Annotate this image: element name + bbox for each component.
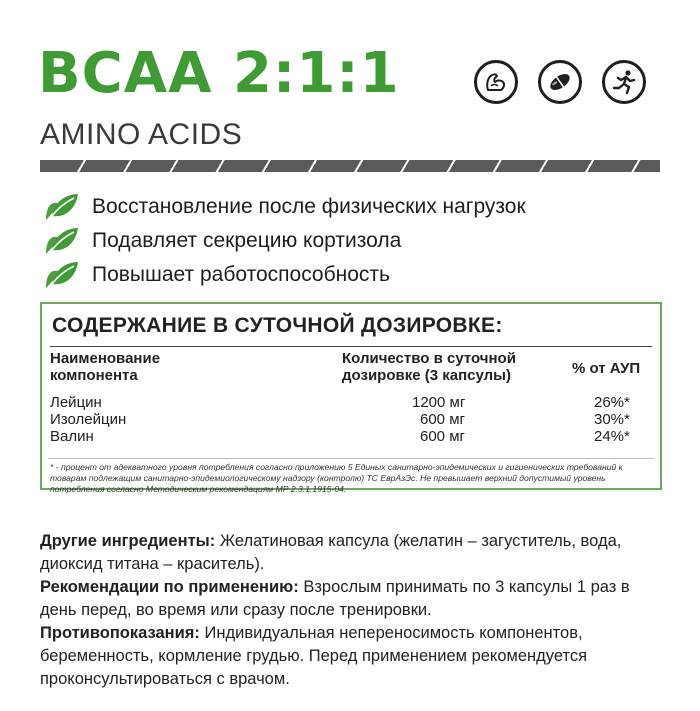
- composition-title-rule: [50, 346, 652, 347]
- footnote: * - процент от адекватного уровня потребления согласно приложению 5 Единых санитарно-эпидемических и гигиенических требований к товарам подлежащим санитарно-эпидемиологическому надзору (контролю) ТС ЕврАзЭс. Не превышает верхний допустимый уровень потребления согласно Методическим рекомендациям МР 2.3.1.1915-04.: [50, 462, 623, 494]
- list-item: [44, 190, 526, 224]
- product-subtitle: AMINO ACIDS: [40, 118, 243, 151]
- column-header-name-line1: Наименование: [50, 350, 161, 367]
- runner-icon: [602, 60, 646, 104]
- composition-title: СОДЕРЖАНИЕ В СУТОЧНОЙ ДОЗИРОВКЕ:: [52, 314, 503, 337]
- footnote-rule: [48, 458, 654, 459]
- column-header-amount-line2: дозировке (3 капсулы): [342, 367, 511, 384]
- row-percent: 26%*: [594, 394, 630, 411]
- composition-table: [40, 302, 662, 494]
- leaf-icon: [44, 226, 80, 256]
- feature-icons: [474, 60, 646, 104]
- row-amount: 600 мг: [420, 411, 465, 428]
- row-amount: 600 мг: [420, 428, 465, 445]
- product-info: [40, 530, 670, 691]
- leaf-icon: [44, 192, 80, 222]
- usage-label: Рекомендации по применению:: [40, 578, 299, 596]
- row-percent: 24%*: [594, 428, 630, 445]
- column-header-name-line2: компонента: [50, 367, 138, 384]
- column-header-amount-line1: Количество в суточной: [342, 350, 516, 367]
- benefit-text: Подавляет секрецию кортизола: [92, 229, 402, 252]
- contraindications-text: Индивидуальная непереносимость компонентов, беременность, кормление грудью. Перед применением рекомендуется проконсультироваться с врачом.: [40, 624, 588, 688]
- header-divider: [40, 160, 660, 172]
- row-percent: 30%*: [594, 411, 630, 428]
- row-amount: 1200 мг: [412, 394, 466, 411]
- row-name: Валин: [50, 428, 94, 445]
- list-item: [44, 224, 526, 258]
- leaf-icon: [44, 260, 80, 290]
- capsule-icon: [538, 60, 582, 104]
- column-header-percent: % от АУП: [572, 360, 641, 377]
- list-item: [44, 258, 526, 292]
- contraindications: [40, 622, 670, 691]
- row-name: Лейцин: [50, 394, 102, 411]
- other-ingredients-text: Желатиновая капсула (желатин – загуститель, вода, диоксид титана – краситель).: [40, 532, 622, 573]
- flexed-bicep-icon: [474, 60, 518, 104]
- contraindications-label: Противопоказания:: [40, 624, 200, 642]
- usage-text: Взрослым принимать по 3 капсулы 1 раз в день перед, во время или сразу после тренировки.: [40, 578, 630, 619]
- usage-recommendations: [40, 576, 670, 622]
- benefit-text: Восстановление после физических нагрузок: [92, 195, 526, 218]
- row-name: Изолейцин: [50, 411, 127, 428]
- benefit-text: Повышает работоспособность: [92, 263, 390, 286]
- other-ingredients: [40, 530, 670, 576]
- benefits-list: [44, 190, 526, 292]
- other-ingredients-label: Другие ингредиенты:: [40, 532, 216, 550]
- product-title: BCAA 2:1:1: [38, 41, 400, 106]
